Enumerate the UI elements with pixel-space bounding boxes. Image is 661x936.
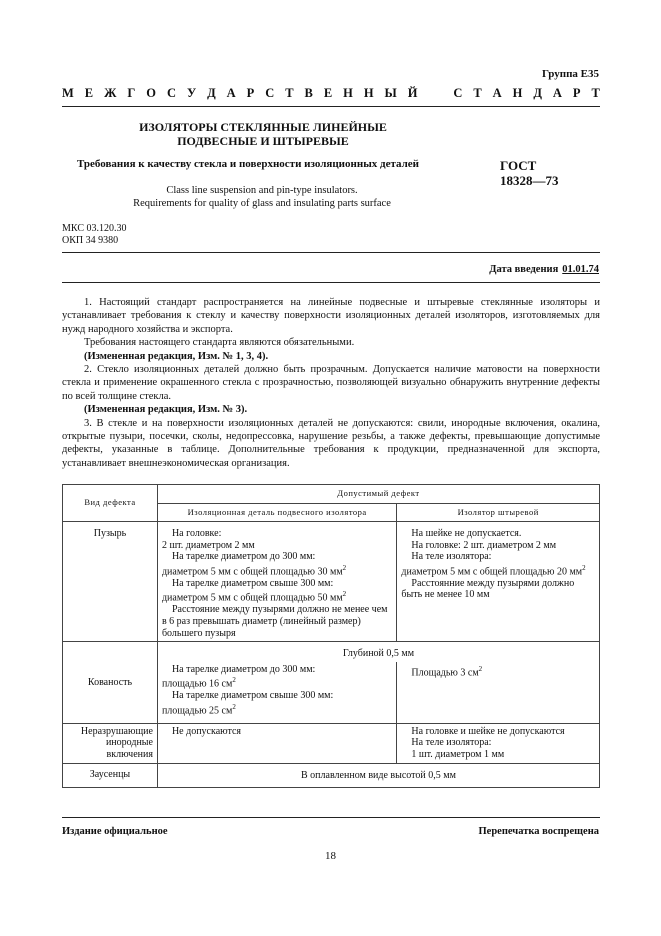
date-rule (62, 282, 600, 283)
header-suspension: Изоляционная деталь подвесного изолятора (157, 503, 396, 522)
row-name: Заусенцы (63, 763, 158, 788)
amendment-note-1: (Измененная редакция, Изм. № 1, 3, 4). (84, 350, 269, 362)
header-pin: Изолятор штыревой (397, 503, 600, 522)
classification-codes: МКС 03.120.30 ОКП 34 9380 (62, 223, 127, 246)
cell-suspension: На головке: 2 шт. диаметром 2 мм На тарелке диаметром до 300 мм: диаметром 5 мм с общей площадью 30 $мм^2$ На тарелке диаметром свыше 300 мм: диаметром 5 мм с общей площадью 50 $мм^2$ Расстояние между пузырями должно не менее чем в 6 раз превышать диаметр (линейный размер) большего пузыря (157, 522, 396, 642)
table-row (63, 642, 600, 662)
table-row (63, 522, 600, 642)
row-name: Пузырь (63, 522, 158, 642)
row-name: Кованость (63, 642, 158, 724)
gost-designation: ГОСТ 18328—73 (500, 158, 559, 188)
effective-date: Дата введения 01.01.74 (489, 264, 599, 275)
group-code: Группа Е35 (541, 68, 599, 80)
document-body (62, 296, 600, 470)
header-defect-kind: Вид дефекта (63, 485, 158, 522)
cell-depth: Глубиной 0,5 мм (157, 642, 599, 662)
defects-table (62, 484, 600, 788)
document-subtitle: Требования к качеству стекла и поверхности изоляционных деталей (76, 158, 420, 170)
paragraph-3: 2. Стекло изоляционных деталей должно быть прозрачным. Допускается наличие матовости на поверхности стекла и применение окрашенного стекла с прозрачностью, позволяющей визуально обнаружить внутренние дефекты по всей толщине стекла. (62, 364, 600, 402)
row-name: Неразрушающие инородные включения (63, 723, 158, 763)
paragraph-2: Требования настоящего стандарта являются обязательными. (84, 337, 355, 349)
cell-pin: Площадью 3 $см^2$ (397, 662, 600, 724)
standard-banner: М Е Ж Г О С У Д А Р С Т В Е Н Н Ы Й С Т А Н Д А Р Т (62, 86, 600, 100)
english-title: Class line suspension and pin-type insulators. Requirements for quality of glass and insulating parts surface (133, 185, 391, 209)
cell-suspension: Не допускаются (157, 723, 396, 763)
official-edition: Издание официальное (62, 826, 168, 837)
document-title: ИЗОЛЯТОРЫ СТЕКЛЯННЫЕ ЛИНЕЙНЫЕ ПОДВЕСНЫЕ И ШТЫРЕВЫЕ (139, 120, 387, 148)
cell-burrs: В оплавленном виде высотой 0,5 мм (157, 763, 599, 788)
header-allowed-defect: Допустимый дефект (157, 485, 599, 504)
paragraph-1: 1. Настоящий стандарт распространяется на линейные подвесные и штыревые стеклянные изоляторы и устанавливает требования к стеклу и качеству поверхности изоляционных деталей изоляторов, изготовляемых для нужд народного хозяйства и экспорта. (62, 297, 600, 335)
amendment-note-2: (Измененная редакция, Изм. № 3). (84, 404, 248, 416)
paragraph-4: 3. В стекле и на поверхности изоляционных деталей не допускаются: свили, инородные включения, окалина, открытые пузыри, посечки, сколы, недопрессовка, нарушение резьбы, а также дефекты, превышающие допустимые дефекты, указанные в таблице. Дополнительные требования к продукции, предназначенной для экспорта, устанавливает внешнеэкономическая организация. (62, 417, 600, 469)
table-row (63, 723, 600, 763)
table-row (63, 763, 600, 788)
page-number: 18 (325, 850, 336, 862)
banner-rule (62, 106, 600, 107)
reprint-prohibited: Перепечатка воспрещена (478, 826, 599, 837)
cell-suspension: На тарелке диаметром до 300 мм: площадью 16 $см^2$ На тарелке диаметром свыше 300 мм: площадью 25 $см^2$ (157, 662, 396, 724)
footer-rule (62, 817, 600, 818)
header-rule (62, 252, 600, 253)
cell-pin: На шейке не допускается. На головке: 2 шт. диаметром 2 мм На теле изолятора: диаметром 5 мм с общей площадью 20 $мм^2$ Расстоянние между пузырями должно быть не менее 10 мм (397, 522, 600, 642)
cell-pin: На головке и шейке не допускаются На теле изолятора: 1 шт. диаметром 1 мм (397, 723, 600, 763)
